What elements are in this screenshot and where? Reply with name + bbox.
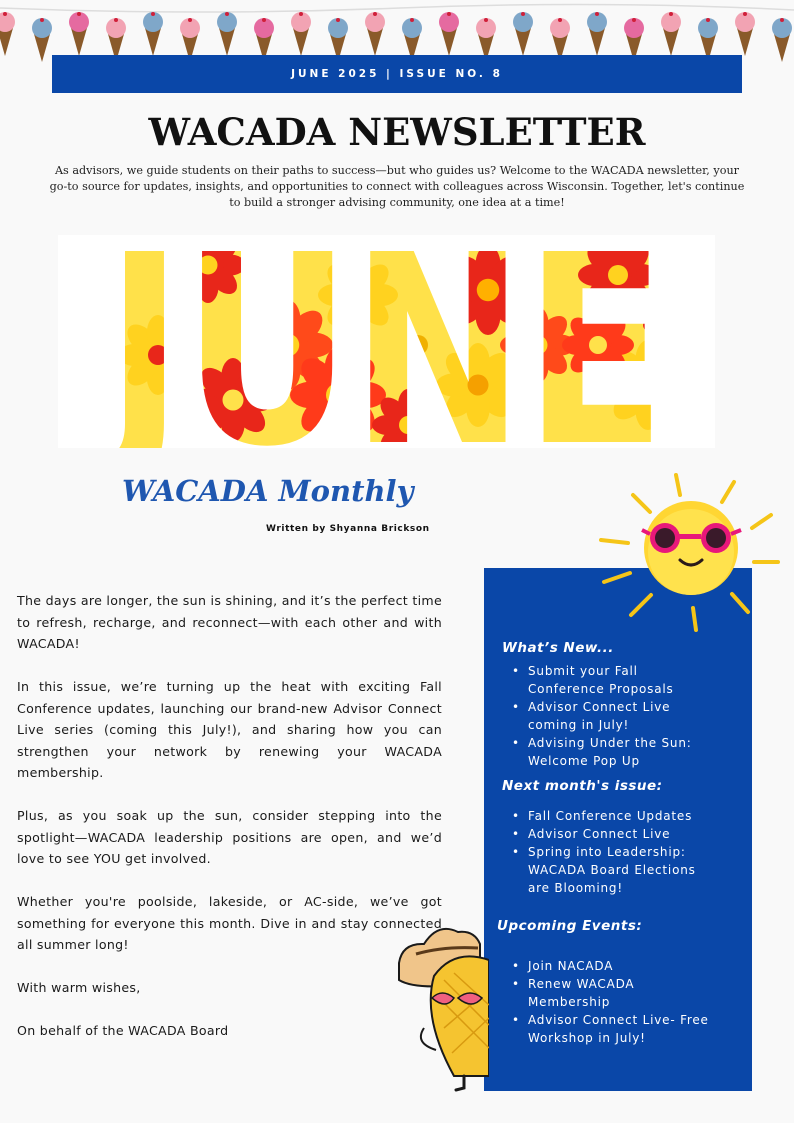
issue-bar [52, 55, 742, 93]
article-byline: Written by Shyanna Brickson [266, 524, 430, 534]
list-item: • Advisor Connect Live coming in July! [510, 698, 710, 734]
ice-cream-cone-icon [0, 12, 15, 56]
whats-new-list [510, 662, 710, 770]
sidebar-panel [484, 568, 752, 1091]
next-month-heading: Next month's issue: [502, 778, 663, 794]
paragraph: In this issue, we’re turning up the heat with exciting Fall Conference updates, launching our brand-new Advisor Connect Live series (coming this July!), and sharing how you can strengthen your network by renewing your WACADA membership. [17, 679, 442, 780]
list-item: • Fall Conference Updates [510, 807, 710, 825]
flower-icon [436, 343, 520, 427]
ice-cream-cone-icon [735, 12, 755, 56]
flower-icon [290, 347, 386, 443]
ice-cream-cone-icon [661, 12, 681, 56]
article-heading: WACADA Monthly [122, 474, 414, 508]
list-item: • Advisor Connect Live- Free Workshop in July! [510, 1011, 710, 1047]
flower-icon [378, 305, 458, 385]
flower-icon [643, 290, 713, 360]
flower-icon [318, 255, 398, 335]
paragraph: Plus, as you soak up the sun, consider stepping into the spotlight—WACADA leadership positions are open, and we’d love to see YOU get involved. [17, 808, 442, 866]
newsletter-title: WACADA NEWSLETTER [148, 110, 646, 154]
upcoming-events-list [510, 957, 710, 1047]
issue-line: JUNE 2025 | ISSUE NO. 8 [291, 68, 503, 80]
ice-cream-cone-icon [291, 12, 311, 56]
paragraph: The days are longer, the sun is shining, and it’s the perfect time to refresh, recharge, and reconnect—with each other and with WACADA! [17, 593, 442, 651]
ice-cream-cone-icon [439, 12, 459, 56]
next-month-list [510, 807, 710, 897]
list-item: • Spring into Leadership: WACADA Board Elections are Blooming! [510, 843, 710, 897]
list-item: • Join NACADA [510, 957, 710, 975]
ice-cream-cone-icon [32, 18, 52, 62]
ice-cream-cone-character-icon [394, 918, 489, 1093]
list-item: • Advising Under the Sun: Welcome Pop Up [510, 734, 710, 770]
ice-cream-cone-icon [217, 12, 237, 56]
closing-line: With warm wishes, [17, 980, 141, 995]
june-banner [58, 235, 715, 448]
sun-with-sunglasses-icon [596, 470, 786, 640]
ice-cream-cone-icon [143, 12, 163, 56]
ice-cream-cone-icon [69, 12, 89, 56]
flower-icon [562, 309, 634, 381]
flower-icon [118, 315, 198, 395]
signature-line: On behalf of the WACADA Board [17, 1023, 229, 1038]
paragraph: Whether you're poolside, lakeside, or AC-side, we’ve got something for everyone this month. Dive in and stay connected all summer long! [17, 894, 442, 952]
upcoming-events-heading: Upcoming Events: [497, 918, 643, 934]
whats-new-heading: What’s New... [502, 640, 614, 656]
ice-cream-cone-icon [587, 12, 607, 56]
ice-cream-cone-icon [365, 12, 385, 56]
list-item: • Renew WACADA Membership [510, 975, 710, 1011]
ice-cream-cone-icon [772, 18, 792, 62]
article-body [17, 590, 442, 1042]
ice-cream-cone-icon [513, 12, 533, 56]
intro-text: As advisors, we guide students on their paths to success—but who guides us? Welcome to the WACADA newsletter, your go-to source for updates, insights, and opportunities to connect with colleagues across Wisconsin. Together, let's continue to build a stronger advising community, one idea at a time! [49, 164, 745, 209]
flower-icon [191, 358, 275, 442]
list-item: • Advisor Connect Live [510, 825, 710, 843]
flower-icon [578, 235, 658, 315]
list-item: • Submit your Fall Conference Proposals [510, 662, 710, 698]
